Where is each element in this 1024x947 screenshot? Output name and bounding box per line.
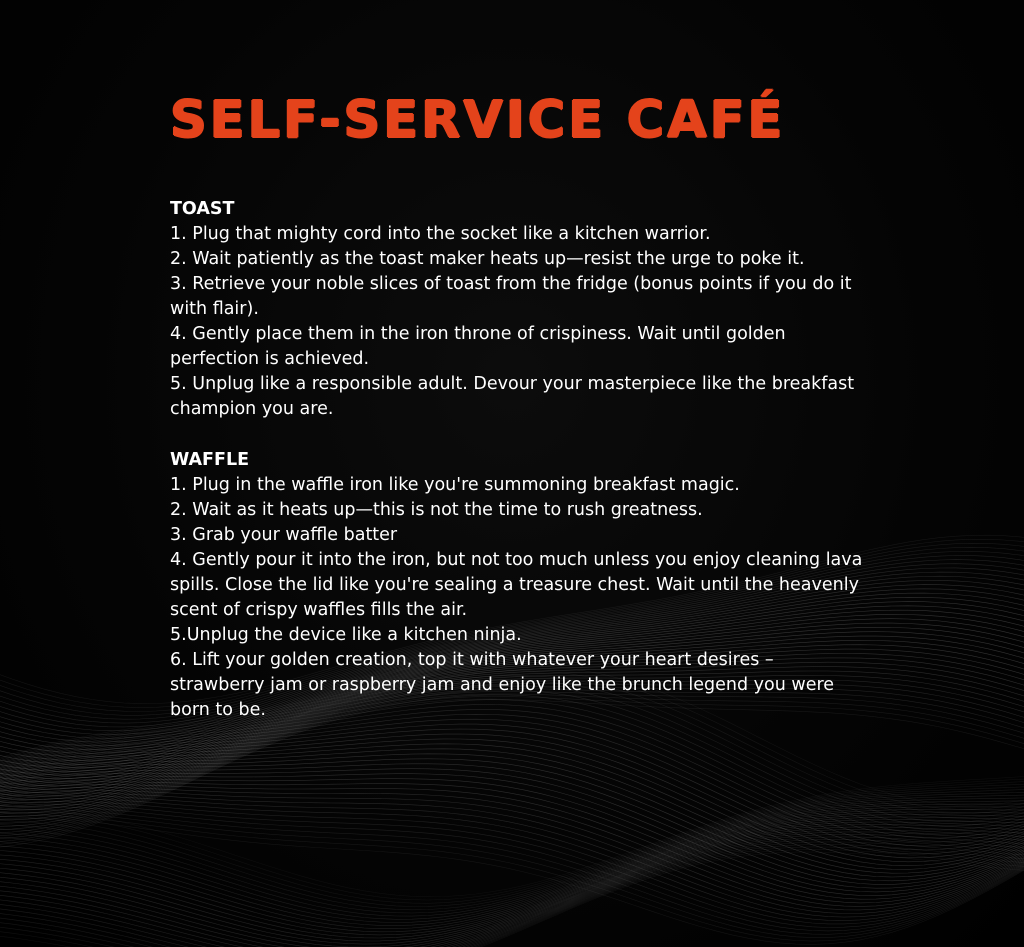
waffle-step-3: 3. Grab your waffle batter [170, 525, 398, 545]
section-heading-toast: TOAST [170, 199, 235, 219]
waffle-step-6: 6. Lift your golden creation, top it with whatever your heart desires – strawberry jam or raspberry jam and enjoy like the brunch legend you were born to be. [170, 650, 835, 720]
section-heading-waffle: WAFFLE [170, 450, 250, 470]
toast-step-3: 3. Retrieve your noble slices of toast from the fridge (bonus points if you do it with flair). [170, 274, 852, 319]
wave-line [0, 822, 1024, 947]
section-toast [170, 197, 870, 422]
wave-line [0, 795, 1024, 920]
wave-line [0, 787, 1024, 906]
wave-line [0, 789, 1024, 913]
instructions [170, 197, 870, 749]
waffle-step-2: 2. Wait as it heats up—this is not the time to rush greatness. [170, 500, 703, 520]
toast-step-2: 2. Wait patiently as the toast maker heats up—resist the urge to poke it. [170, 249, 805, 269]
page-title: SELF-SERVICE CAFÉ [170, 91, 786, 150]
waffle-step-4: 4. Gently pour it into the iron, but not too much unless you enjoy cleaning lava spills. Close the lid like you're sealing a treasure chest. Wait until the heavenly scent of crispy waffles fills the air. [170, 550, 863, 620]
toast-step-4: 4. Gently place them in the iron throne of crispiness. Wait until golden perfection is achieved. [170, 324, 786, 369]
toast-step-5: 5. Unplug like a responsible adult. Devour your masterpiece like the breakfast champion you are. [170, 374, 855, 419]
toast-step-1: 1. Plug that mighty cord into the socket like a kitchen warrior. [170, 224, 711, 244]
waffle-step-5: 5.Unplug the device like a kitchen ninja. [170, 625, 522, 645]
section-waffle [170, 448, 870, 723]
waffle-step-1: 1. Plug in the waffle iron like you're summoning breakfast magic. [170, 475, 740, 495]
